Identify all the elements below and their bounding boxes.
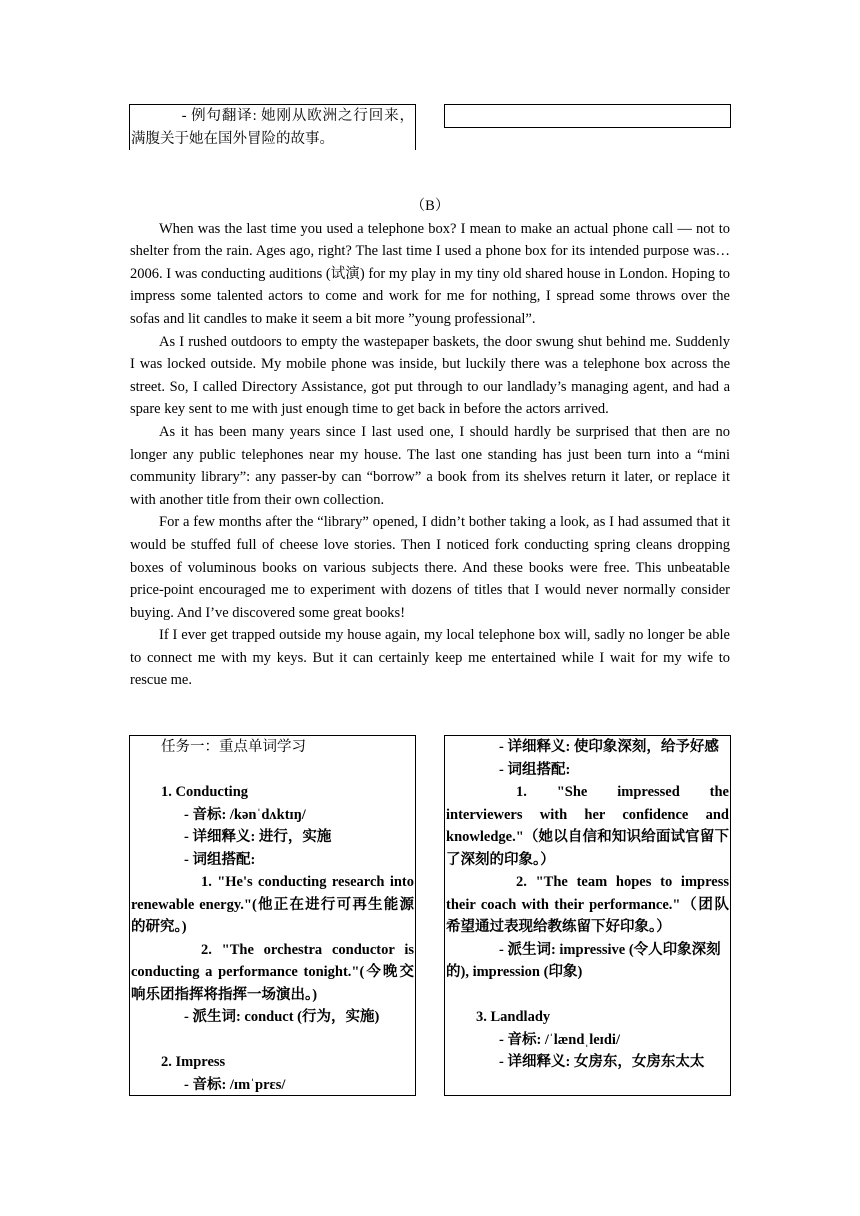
paragraph: For a few months after the “library” opened, I didn’t bother taking a look, as I had assumed that it would be stuffed full of cheese love stories. Then I noticed fork conducting spring cleans dropping boxes of voluminous books on various subjects there. And these books were free. This unbeatable price-point encouraged me to experiment with dozens of titles that I would never normally consider buying. And I’ve discovered some great books!	[130, 514, 730, 621]
task-title: 任务一：重点单词学习	[161, 739, 306, 755]
phonetic: - 音标: /ɪmˈprɛs/	[184, 1076, 286, 1093]
derivative: - 派生词: conduct (行为，实施)	[184, 1009, 380, 1025]
phonetic: - 音标: /ˈlændˌleɪdi/	[499, 1031, 620, 1048]
top-left-cell	[129, 104, 416, 150]
example-sentence: 1. "He's conducting research into renewable energy."(他正在进行可再生能源的研究。)	[131, 874, 414, 935]
example-sentence: 2. "The team hopes to impress their coach with their performance."（团队希望通过表现给教练留下好印象。）	[446, 874, 729, 935]
top-right-cell	[444, 104, 731, 128]
paragraph: When was the last time you used a telephone box? I mean to make an actual phone call — not to shelter from the rain. Ages ago, right? The last time I used a phone box for its intended purpose was…2006. I was conducting auditions (试演) for my play in my tiny old shared house in London. Hoping to impress some talented actors to come and work for me for nothing, I spread some throws over the sofas and lit candles to make it seem a bit more ”young professional”.	[130, 220, 730, 327]
paragraph: As it has been many years since I last used one, I should hardly be surprised that then are no longer any public telephones near my house. The last one standing has just been turn into a “mini community library”: any passer-by can “borrow” a book from its shelves return it later, or replace it with another title from their own collection.	[130, 423, 730, 508]
passage-heading: （B）	[410, 198, 450, 214]
paragraph: If I ever get trapped outside my house again, my local telephone box will, sadly no longer be able to connect me with my keys. But it can certainly keep me entertained while I wait for my wife to rescue me.	[130, 627, 730, 689]
meaning: - 详细释义: 进行，实施	[184, 829, 332, 845]
example-sentence: 1. "She impressed the interviewers with her confidence and knowledge."（她以自信和知识给面试官留下了深刻的印象。）	[446, 784, 729, 868]
vocab-box-right	[444, 735, 731, 1096]
collocation-label: - 词组搭配:	[184, 851, 256, 868]
meaning: - 详细释义: 女房东，女房东太太	[499, 1054, 705, 1070]
word-title: 2. Impress	[161, 1054, 226, 1070]
paragraph: As I rushed outdoors to empty the wastepaper baskets, the door swung shut behind me. Suddenly I was locked outside. My mobile phone was inside, but luckily there was a telephone box across the street. So, I called Directory Assistance, got put through to our landlady’s managing agent, and had a spare key sent to me with just enough time to get back in before the actors arrived.	[130, 333, 730, 418]
collocation-label: - 词组搭配:	[499, 761, 571, 778]
word-title: 3. Landlady	[476, 1009, 551, 1025]
example-translation: - 例句翻译: 她刚从欧洲之行回来，满腹关于她在国外冒险的故事。	[131, 108, 414, 147]
word-title: 1. Conducting	[161, 784, 249, 800]
reading-passage	[130, 195, 730, 692]
vocab-box-left	[129, 735, 416, 1096]
phonetic: - 音标: /kənˈdʌktɪŋ/	[184, 806, 306, 823]
meaning: - 详细释义: 使印象深刻，给予好感	[499, 739, 719, 755]
derivative: - 派生词: impressive (令人印象深刻的), impression (印象)	[446, 941, 721, 980]
example-sentence: 2. "The orchestra conductor is conducting a performance tonight."(今晚交响乐团指挥将指挥一场演出。)	[131, 941, 414, 1003]
